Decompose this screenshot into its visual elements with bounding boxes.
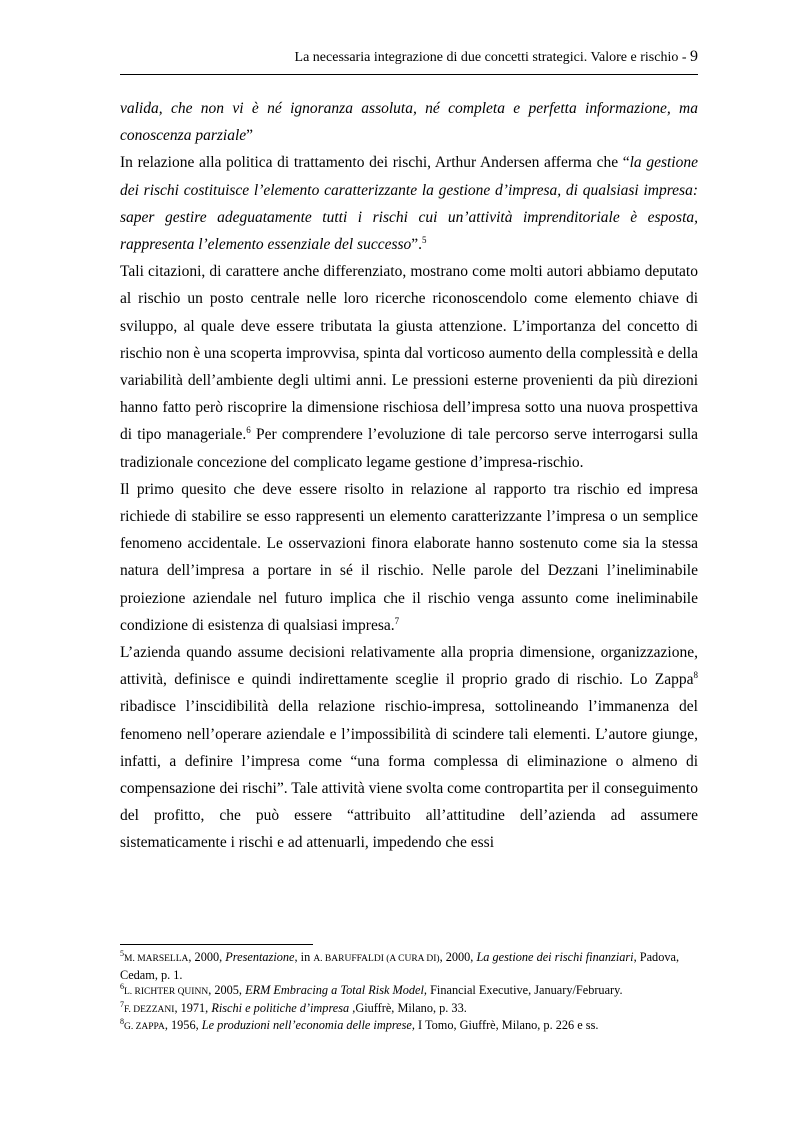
quote-italic: la gestione dei rischi costituisce l’elemento caratterizzante la gestione d’impresa, di qualsiasi impresa: saper gestire adeguatamente tutti i rischi cui un’attività imprenditoriale è esposta, rappresenta l’elemento essenziale del successo [120, 154, 698, 254]
header-title: La necessaria integrazione di due concetti strategici. Valore e rischio - [294, 50, 690, 65]
running-header [120, 48, 698, 67]
footnote-5: $^5$M. MARSELLA, 2000, Presentazione, in A. BARUFFALDI (A CURA DI), 2000, La gestione dei rischi finanziari, Padova, Cedam, p. 1. [120, 949, 680, 982]
footnote-7: $^7$F. DEZZANI, 1971, Rischi e politiche d’impresa ,Giuffrè, Milano, p. 33. [120, 999, 467, 1015]
footnote-separator [120, 944, 313, 945]
footnote-ref-5: 5 [422, 235, 427, 246]
footnote-8: $^8$G. ZAPPA, 1956, Le produzioni nell’economia delle imprese, I Tomo, Giuffrè, Milano, p. 226 e ss. [120, 1017, 599, 1032]
paragraph-2: In relazione alla politica di trattamento dei rischi, Arthur Andersen afferma che “la gestione dei rischi costituisce l’elemento caratterizzante la gestione d’impresa, di qualsiasi impresa: saper gestire adeguatamente tutti i rischi cui un’attività imprenditoriale è esposta, rappresenta l’elemento essenziale del successo”.$^5$ [120, 154, 698, 254]
footnotes [120, 950, 700, 1036]
footnote-ref-6: 6 [246, 425, 251, 436]
footnote-ref-7: 7 [394, 615, 400, 626]
paragraph-4: Il primo quesito che deve essere risolto in relazione al rapporto tra rischio ed impresa richiede di stabilire se esso rappresenti un elemento caratterizzante l’impresa o un semplice fenomeno accidentale. Le osservazioni finora elaborate hanno sostenuto come sia la stessa natura dell’impresa a portare in sé il rischio. Nelle parole del Dezzani l’ineliminabile proiezione aziendale nel futuro implica che il rischio venga assunto come ineliminabile condizione di esistenza di qualsiasi impresa.$^7$ [120, 480, 698, 634]
body-text [120, 95, 698, 857]
quote-italic: valida, che non vi è né ignoranza assoluta, né completa e perfetta informazione, ma conoscenza parziale [120, 100, 698, 145]
footnote-6: $^6$L. RICHTER QUINN, 2005, ERM Embracing a Total Risk Model, Financial Executive, January/February. [120, 982, 623, 997]
footnote-ref-8: 8 [693, 670, 698, 681]
paragraph-3: Tali citazioni, di carattere anche differenziato, mostrano come molti autori abbiamo deputato al rischio un posto centrale nelle loro ricerche riconoscendolo come elemento chiave di sviluppo, al quale deve essere tributata la giusta attenzione. L’importanza del concetto di rischio non è una scoperta improvvisa, spinta dal vorticoso aumento della complessità e della variabilità dell’ambiente degli ultimi anni. Le pressioni esterne provenienti da più direzioni hanno fatto però riscoprire la dimensione rischiosa dell’impresa sotto una nuova prospettiva di tipo manageriale.$^6$ Per comprendere l’evoluzione di tale percorso serve interrogarsi sulla tradizionale concezione del complicato legame gestione d’impresa-rischio. [120, 263, 698, 471]
header-rule [120, 74, 698, 75]
page-number: 9 [690, 48, 698, 65]
paragraph-1: valida, che non vi è né ignoranza assoluta, né completa e perfetta informazione, ma conoscenza parziale” [120, 100, 698, 145]
paragraph-5: L’azienda quando assume decisioni relativamente alla propria dimensione, organizzazione, attività, definisce e quindi indirettamente sceglie il proprio grado di rischio. Lo Zappa$^8$ ribadisce l’inscidibilità della relazione rischio-impresa, sottolineando l’immanenza del fenomeno nell’operare aziendale e l’impossibilità di scindere tali elementi. L’autore giunge, infatti, a definire l’impresa come “una forma complessa di eliminazione o almeno di compensazione dei rischi”. Tale attività viene svolta come contropartita per il conseguimento del profitto, che può essere “attribuito all’attitudine dell’azienda ad assumere sistematicamente i rischi e ad attenuarli, impedendo che essi [120, 644, 698, 852]
